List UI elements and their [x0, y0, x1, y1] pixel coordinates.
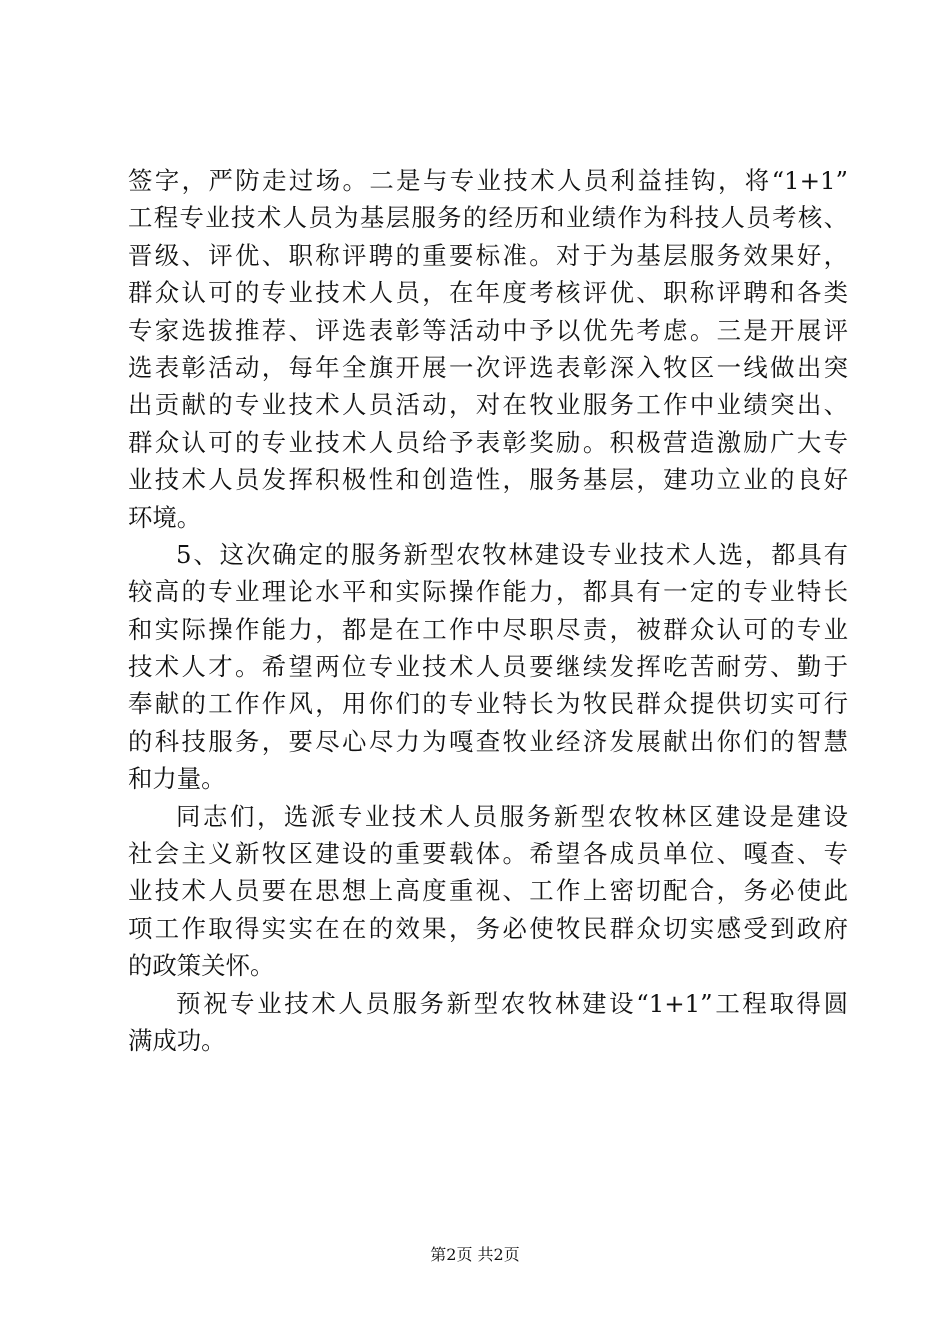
text-line-16: 的科技服务，要尽心尽力为嘎查牧业经济发展献出你们的智慧 — [128, 726, 848, 756]
text-line-23: 预祝专业技术人员服务新型农牧林建设“1+1”工程取得圆 — [176, 988, 848, 1018]
text-line-11: 5、这次确定的服务新型农牧林建设专业技术人选，都具有 — [176, 539, 848, 569]
text-line-14: 技术人才。希望两位专业技术人员要继续发挥吃苦耐劳、勤于 — [128, 652, 848, 682]
text-line-12: 较高的专业理论水平和实际操作能力，都具有一定的专业特长 — [128, 577, 848, 607]
text-line-21: 项工作取得实实在在的效果，务必使牧民群众切实感受到政府 — [128, 913, 848, 943]
text-line-2: 工程专业技术人员为基层服务的经历和业绩作为科技人员考核、 — [128, 203, 848, 233]
text-line-13: 和实际操作能力，都是在工作中尽职尽责，被群众认可的专业 — [128, 614, 848, 644]
text-line-1: 签字，严防走过场。二是与专业技术人员利益挂钩，将“1+1” — [128, 166, 848, 195]
text-line-9: 业技术人员发挥积极性和创造性，服务基层，建功立业的良好 — [128, 465, 848, 495]
text-line-18: 同志们，选派专业技术人员服务新型农牧林区建设是建设 — [176, 801, 848, 831]
text-line-3: 晋级、评优、职称评聘的重要标准。对于为基层服务效果好， — [128, 240, 848, 270]
text-line-15: 奉献的工作作风，用你们的专业特长为牧民群众提供切实可行 — [128, 689, 848, 719]
text-line-8: 群众认可的专业技术人员给予表彰奖励。积极营造激励广大专 — [128, 427, 848, 457]
text-line-20: 业技术人员要在思想上高度重视、工作上密切配合，务必使此 — [128, 876, 848, 906]
text-line-6: 选表彰活动，每年全旗开展一次评选表彰深入牧区一线做出突 — [128, 352, 848, 382]
page-footer: 第2页 共2页 — [430, 1245, 520, 1264]
text-line-4: 群众认可的专业技术人员，在年度考核评优、职称评聘和各类 — [128, 278, 848, 308]
text-line-7: 出贡献的专业技术人员活动，对在牧业服务工作中业绩突出、 — [128, 390, 848, 420]
document-body — [128, 162, 848, 1059]
text-line-5: 专家选拔推荐、评选表彰等活动中予以优先考虑。三是开展评 — [128, 315, 848, 345]
text-line-19: 社会主义新牧区建设的重要载体。希望各成员单位、嘎查、专 — [128, 839, 848, 869]
text-line-17: 和力量。 — [128, 764, 226, 794]
text-line-10: 环境。 — [128, 502, 202, 532]
text-line-24: 满成功。 — [128, 1025, 226, 1055]
text-line-22: 的政策关怀。 — [128, 951, 275, 981]
